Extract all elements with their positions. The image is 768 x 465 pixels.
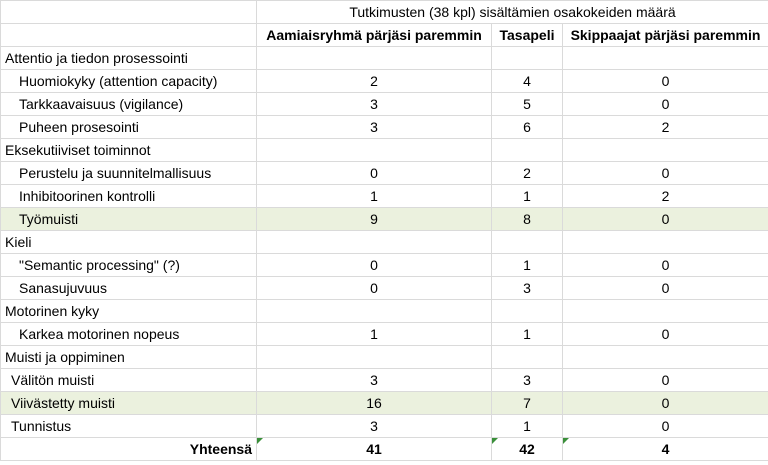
empty-cell[interactable] (1, 1, 257, 24)
table-row (1, 162, 768, 185)
cell-value[interactable]: 0 (257, 277, 492, 300)
cell-value[interactable]: 0 (257, 254, 492, 277)
total-row (1, 438, 768, 461)
cell-value[interactable]: 5 (492, 93, 563, 116)
header-tie[interactable]: Tasapeli (492, 24, 563, 47)
row-label[interactable]: Työmuisti (1, 208, 257, 231)
row-label[interactable]: Tunnistus (1, 415, 257, 438)
table-row (1, 415, 768, 438)
cell-value[interactable]: 1 (492, 185, 563, 208)
total-breakfast-better[interactable]: 41 (257, 438, 492, 461)
table-row (1, 116, 768, 139)
cell-value[interactable]: 6 (492, 116, 563, 139)
cell-value[interactable]: 1 (492, 415, 563, 438)
table-row (1, 70, 768, 93)
cell-value[interactable]: 7 (492, 392, 563, 415)
cell-value[interactable]: 0 (563, 70, 768, 93)
cell-value[interactable] (492, 231, 563, 254)
cell-value[interactable] (492, 300, 563, 323)
row-label[interactable]: Perustelu ja suunnitelmallisuus (1, 162, 257, 185)
cell-value[interactable]: 16 (257, 392, 492, 415)
table-row (1, 277, 768, 300)
title-row (1, 1, 768, 24)
cell-value[interactable]: 0 (257, 162, 492, 185)
row-label[interactable]: Viivästetty muisti (1, 392, 257, 415)
header-breakfast-better[interactable]: Aamiaisryhmä pärjäsi paremmin (257, 24, 492, 47)
category-label[interactable]: Muisti ja oppiminen (1, 346, 257, 369)
category-label[interactable]: Kieli (1, 231, 257, 254)
cell-value[interactable] (563, 346, 768, 369)
category-label[interactable]: Motorinen kyky (1, 300, 257, 323)
row-label[interactable]: Inhibitoorinen kontrolli (1, 185, 257, 208)
cell-value[interactable]: 2 (563, 116, 768, 139)
cell-value[interactable]: 0 (563, 162, 768, 185)
cell-value[interactable] (563, 139, 768, 162)
table-row (1, 323, 768, 346)
cell-value[interactable]: 2 (563, 185, 768, 208)
table-row (1, 93, 768, 116)
table-row (1, 185, 768, 208)
cell-value[interactable] (492, 139, 563, 162)
total-tie[interactable]: 42 (492, 438, 563, 461)
cell-value[interactable] (257, 139, 492, 162)
row-label[interactable]: Tarkkaavaisuus (vigilance) (1, 93, 257, 116)
row-label[interactable]: "Semantic processing" (?) (1, 254, 257, 277)
table-row (1, 369, 768, 392)
cell-value[interactable]: 0 (563, 323, 768, 346)
cell-value[interactable]: 0 (563, 369, 768, 392)
cell-value[interactable]: 3 (257, 93, 492, 116)
cell-value[interactable] (257, 346, 492, 369)
row-label[interactable]: Puheen prosesointi (1, 116, 257, 139)
row-label[interactable]: Välitön muisti (1, 369, 257, 392)
cell-value[interactable]: 0 (563, 392, 768, 415)
table-title[interactable]: Tutkimusten (38 kpl) sisältämien osakokeiden määrä (257, 1, 768, 24)
table-row-highlighted (1, 208, 768, 231)
cell-value[interactable] (257, 300, 492, 323)
row-label[interactable]: Huomiokyky (attention capacity) (1, 70, 257, 93)
table-row-highlighted (1, 392, 768, 415)
table-row (1, 231, 768, 254)
cell-value[interactable]: 1 (257, 323, 492, 346)
cell-value[interactable]: 3 (492, 369, 563, 392)
cell-value[interactable]: 1 (492, 323, 563, 346)
cell-value[interactable] (563, 300, 768, 323)
cell-value[interactable]: 1 (257, 185, 492, 208)
cell-value[interactable]: 0 (563, 254, 768, 277)
cell-value[interactable] (492, 346, 563, 369)
category-label[interactable]: Attentio ja tiedon prosessointi (1, 47, 257, 70)
cell-value[interactable]: 3 (257, 369, 492, 392)
cell-value[interactable]: 3 (257, 116, 492, 139)
row-label[interactable]: Sanasujuvuus (1, 277, 257, 300)
cell-value[interactable]: 3 (492, 277, 563, 300)
cell-value[interactable]: 2 (492, 162, 563, 185)
cell-value[interactable] (257, 231, 492, 254)
header-skippers-better[interactable]: Skippaajat pärjäsi paremmin (563, 24, 768, 47)
cell-value[interactable] (563, 231, 768, 254)
total-label[interactable]: Yhteensä (1, 438, 257, 461)
empty-cell[interactable] (1, 24, 257, 47)
header-row (1, 24, 768, 47)
cell-value[interactable]: 3 (257, 415, 492, 438)
cell-value[interactable] (257, 47, 492, 70)
cell-value[interactable]: 4 (492, 70, 563, 93)
cell-value[interactable]: 0 (563, 93, 768, 116)
cell-value[interactable]: 0 (563, 208, 768, 231)
cell-value[interactable]: 0 (563, 277, 768, 300)
total-skippers-better[interactable]: 4 (563, 438, 768, 461)
table-row (1, 300, 768, 323)
cell-value[interactable]: 8 (492, 208, 563, 231)
cell-value[interactable]: 1 (492, 254, 563, 277)
cell-value[interactable] (563, 47, 768, 70)
cell-value[interactable]: 9 (257, 208, 492, 231)
cell-value[interactable]: 2 (257, 70, 492, 93)
category-label[interactable]: Eksekutiiviset toiminnot (1, 139, 257, 162)
table-row (1, 47, 768, 70)
table-row (1, 346, 768, 369)
cell-value[interactable]: 0 (563, 415, 768, 438)
row-label[interactable]: Karkea motorinen nopeus (1, 323, 257, 346)
table-row (1, 254, 768, 277)
table-row (1, 139, 768, 162)
cell-value[interactable] (492, 47, 563, 70)
